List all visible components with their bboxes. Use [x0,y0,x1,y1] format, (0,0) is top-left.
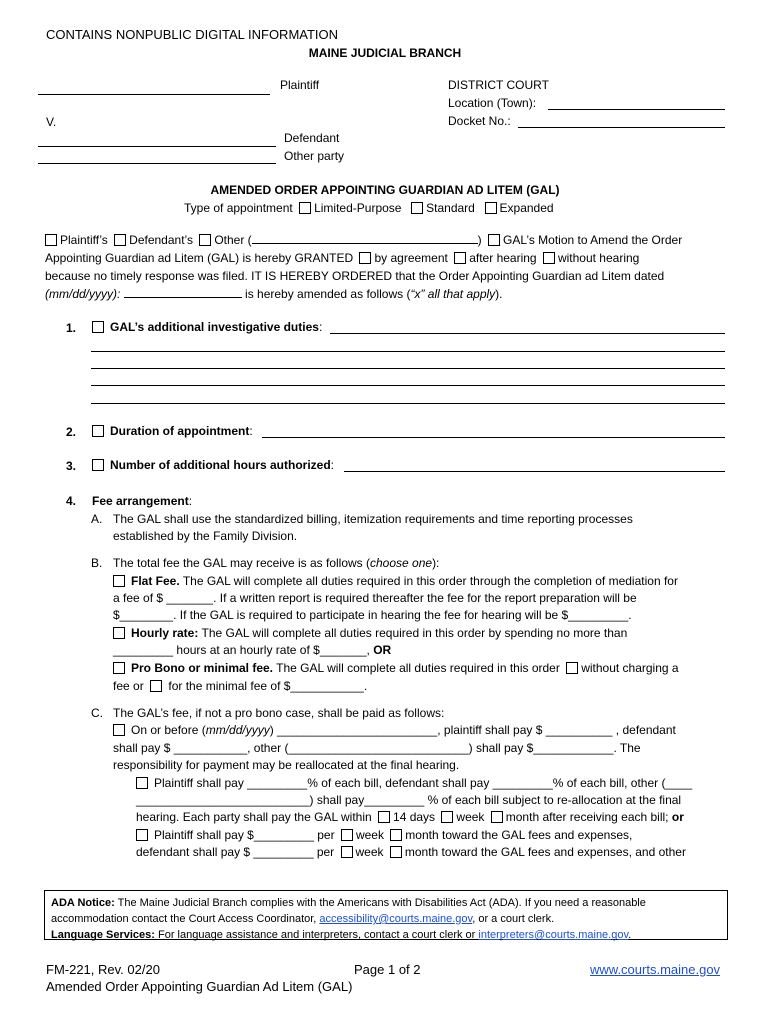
pro-bono-label: Pro Bono or minimal fee. [131,661,274,675]
hourly-row [113,626,627,640]
plaintiff-week-checkbox[interactable] [341,829,353,841]
flat-fee-checkbox[interactable] [113,575,125,587]
fee-a-line-2: established by the Family Division. [113,529,298,543]
within-text: hearing. Each party shall pay the GAL within [136,810,372,824]
without-hearing-label: without hearing [557,251,640,265]
flat-fee-row [113,574,678,588]
location-label: Location (Town): [448,96,537,110]
duties-line-5[interactable] [91,403,725,404]
docket-label: Docket No.: [448,114,511,128]
appointment-type-label: Type of appointment [184,201,293,215]
form-number: FM-221, Rev. 02/20 [46,962,160,977]
accessibility-email-link[interactable]: accessibility@courts.maine.gov [319,913,473,925]
on-or-before-checkbox[interactable] [113,724,125,736]
language-end: . [628,929,632,941]
motion-line-3: because no timely response was filed. IT IS HEREBY ORDERED that the Order Appointing Guardian ad Litem dated [45,269,665,283]
item-3-row: Number of additional hours authorized: [92,458,334,472]
plaintiff-periodic-text: Plaintiff shall pay $_________ per [154,828,335,842]
fee-c-line-4: responsibility for payment may be reallocated at the final hearing. [113,758,460,772]
duties-line-1[interactable] [330,333,725,334]
item-4-number: 4. [66,494,77,508]
footer-form-title: Amended Order Appointing Guardian Ad Litem (GAL) [46,979,353,994]
order-date-field[interactable] [124,297,242,298]
other-party-line[interactable] [38,163,276,164]
without-charging-checkbox[interactable] [566,662,578,674]
flat-fee-label: Flat Fee. [131,574,180,588]
hourly-line-2 [113,643,391,657]
limited-purpose-label: Limited-Purpose [314,201,402,215]
without-charging-label: without charging a [581,661,679,675]
defendant-week-checkbox[interactable] [341,846,353,858]
court-label: DISTRICT COURT [448,78,549,92]
standard-label: Standard [426,201,475,215]
within-month-label: month after receiving each bill; [505,810,669,824]
fee-b-line-1 [113,556,439,570]
fee-c-line-7 [136,810,684,824]
or-label: OR [373,643,392,657]
fee-c-line-6: __________________________) shall pay_________ % of each bill subject to re-allocation at the final [136,793,682,807]
pro-bono-checkbox[interactable] [113,662,125,674]
date-format-label: (mm/dd/yyyy): [45,287,121,301]
duties-line-2[interactable] [91,351,725,352]
hourly-label: Hourly rate: [131,626,199,640]
within-week-label: week [456,810,485,824]
plaintiff-label: Plaintiff [280,78,320,92]
other-party-label: Other party [284,149,345,163]
other-field[interactable] [252,243,478,244]
website-link[interactable]: www.courts.maine.gov [590,962,721,977]
fee-a-letter: A. [91,512,103,526]
pro-bono-row [113,661,679,675]
defendant-month-checkbox[interactable] [390,846,402,858]
pro-bono-line-2 [113,679,367,693]
plaintiff-month-checkbox[interactable] [390,829,402,841]
defendant-label: Defendant [284,131,340,145]
ada-end: , or a court clerk. [472,913,555,925]
hourly-rate-text: _________ hours at an hourly rate of $_______, [113,643,370,657]
confidential-notice: CONTAINS NONPUBLIC DIGITAL INFORMATION [46,27,339,42]
periodic-checkbox[interactable] [136,829,148,841]
hours-field[interactable] [344,471,725,472]
defendants-label: Defendant’s [129,233,193,247]
percent-row [136,776,692,790]
apply-hint: “x” all that apply [410,287,496,301]
minimal-fee-checkbox[interactable] [150,680,162,692]
percent-text: Plaintiff shall pay _________% of each bill, defendant shall pay _________% of each bill, other (____ [154,776,693,790]
fee-b-letter: B. [91,556,103,570]
pro-bono-text: The GAL will complete all duties required in this order [276,661,560,675]
fee-c-line-1: The GAL’s fee, if not a pro bono case, shall be paid as follows: [113,706,445,720]
language-text: For language assistance and interpreters, contact a court clerk or [158,929,476,941]
minimal-fee-text: for the minimal fee of $___________. [168,679,368,693]
branch-heading: MAINE JUDICIAL BRANCH [308,46,462,60]
expanded-label: Expanded [499,201,554,215]
by-agreement-label: by agreement [374,251,448,265]
interpreters-email-link[interactable]: interpreters@courts.maine.gov [478,929,629,941]
location-field[interactable] [548,109,725,110]
standard-checkbox[interactable] [411,202,423,214]
duration-field[interactable] [262,437,725,438]
ada-notice-box [44,890,728,940]
defendant-week-label: week [355,845,384,859]
defendant-line[interactable] [38,146,276,147]
after-hearing-label: after hearing [469,251,537,265]
item-2-row: Duration of appointment: [92,424,253,438]
fee-or-label: fee or [113,679,144,693]
item-4-label: Fee arrangement [92,494,189,508]
fee-b-text: The total fee the GAL may receive is as follows ( [113,556,370,570]
other-checkbox[interactable] [199,234,211,246]
defendant-periodic-text: defendant shall pay $ _________ per [136,845,335,859]
fee-a-line-1: The GAL shall use the standardized billing, itemization requirements and time reporting processes [113,512,633,526]
item-1-checkbox[interactable] [92,321,104,333]
percent-checkbox[interactable] [136,777,148,789]
fee-c-line-2 [113,723,676,737]
item-4-row: Fee arrangement: [92,494,193,508]
flat-fee-text: The GAL will complete all duties required in this order through the completion of mediation for [182,574,678,588]
item-1-number: 1. [66,321,77,335]
duties-line-4[interactable] [91,385,725,386]
choose-one: choose one [370,556,433,570]
item-2-checkbox[interactable] [92,425,104,437]
plaintiff-week-label: week [355,828,384,842]
motion-line-2 [45,251,639,265]
other-label: Other ( [214,233,252,247]
fourteen-days-label: 14 days [393,810,436,824]
amended-text: is hereby amended as follows ( [245,287,411,301]
expanded-checkbox[interactable] [485,202,497,214]
within-week-checkbox[interactable] [441,811,453,823]
fee-c-line-8 [136,828,632,842]
item-3-number: 3. [66,459,77,473]
fourteen-days-checkbox[interactable] [378,811,390,823]
language-label: Language Services: [51,929,155,941]
form-title: AMENDED ORDER APPOINTING GUARDIAN AD LITEM (GAL) [210,183,560,197]
plaintiffs-checkbox[interactable] [45,234,57,246]
within-month-checkbox[interactable] [491,811,503,823]
hourly-checkbox[interactable] [113,627,125,639]
fee-c-letter: C. [91,706,103,720]
ada-label: ADA Notice: [51,897,115,909]
motion-line-4 [45,287,503,301]
after-hearing-checkbox[interactable] [454,252,466,264]
defendants-checkbox[interactable] [114,234,126,246]
amended-end: ). [495,287,503,301]
item-3-label: Number of additional hours authorized [110,458,331,472]
date-format-hint: mm/dd/yyyy [205,723,270,737]
without-hearing-checkbox[interactable] [543,252,555,264]
granted-text: Appointing Guardian ad Litem (GAL) is hereby GRANTED [45,251,354,265]
limited-purpose-checkbox[interactable] [299,202,311,214]
by-agreement-checkbox[interactable] [359,252,371,264]
plaintiff-month-label: month toward the GAL fees and expenses, [405,828,633,842]
hourly-text: The GAL will complete all duties required in this order by spending no more than [201,626,628,640]
plaintiffs-label: Plaintiff’s [60,233,108,247]
item-2-number: 2. [66,425,77,439]
flat-fee-line-2: a fee of $ _______. If a written report is required thereafter the fee for the report preparation will be [113,591,637,605]
fee-c-line-3: shall pay $ ___________, other (___________________________) shall pay $____________. The [113,741,641,755]
item-1-label: GAL’s additional investigative duties [110,320,319,334]
item-3-checkbox[interactable] [92,459,104,471]
gal-motion-label: GAL’s Motion to Amend the Order [503,233,683,247]
or-label-2: or [671,810,684,824]
item-1-row: GAL’s additional investigative duties: [92,320,322,334]
on-or-before-label: On or before ( [131,723,206,737]
gal-motion-checkbox[interactable] [488,234,500,246]
ada-text: The Maine Judicial Branch complies with the Americans with Disabilities Act (ADA). If you need a reasonable accommodation contact the Court Access Coordinator, [51,897,646,925]
fee-b-end: ): [432,556,440,570]
flat-fee-line-3: $________. If the GAL is required to participate in hearing the fee for hearing will be $_________. [113,608,632,622]
other-close: ) [477,233,482,247]
item-2-label: Duration of appointment [110,424,250,438]
plaintiff-line[interactable] [38,94,270,95]
fee-c-line-9 [136,845,686,859]
page-number: Page 1 of 2 [354,962,421,977]
duties-line-3[interactable] [91,368,725,369]
versus-label: V. [46,115,57,129]
motion-line-1 [45,233,682,247]
plaintiff-pay-text: ) ________________________, plaintiff shall pay $ __________ , defendant [269,723,676,737]
appointment-type-row [184,201,554,215]
defendant-month-label: month toward the GAL fees and expenses, and other [404,845,686,859]
docket-field[interactable] [518,127,725,128]
